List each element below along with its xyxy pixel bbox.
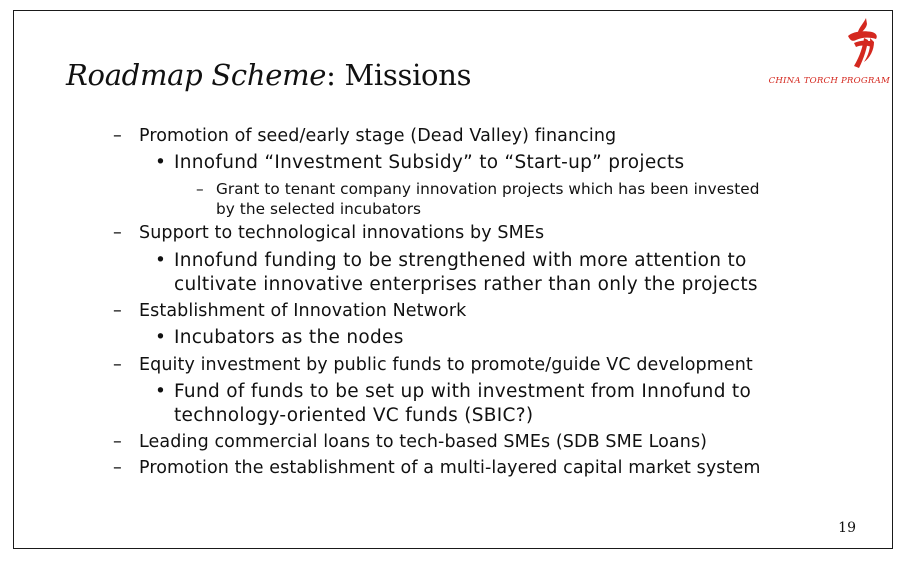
logo-text: CHINA TORCH PROGRAM: [768, 76, 890, 86]
page-number: 19: [838, 520, 856, 536]
list-item-text: Promotion the establishment of a multi-layered capital market system: [139, 458, 761, 478]
list-item: – Promotion of seed/early stage (Dead Valley) financing: [113, 126, 617, 146]
list-item-continuation: cultivate innovative enterprises rather than only the projects: [174, 274, 758, 295]
list-item-text: Innofund funding to be strengthened with more attention to: [174, 250, 747, 271]
list-item-continuation: by the selected incubators: [216, 200, 422, 218]
torch-icon: [836, 16, 886, 74]
list-item-text: Innofund “Investment Subsidy” to “Start-up” projects: [174, 152, 685, 173]
list-item: • Incubators as the nodes: [155, 327, 404, 348]
list-item-text: Promotion of seed/early stage (Dead Valley) financing: [139, 126, 617, 146]
list-item-text: Grant to tenant company innovation projects which has been invested: [216, 180, 760, 198]
title-rest: : Missions: [326, 58, 472, 92]
list-item: – Support to technological innovations by SMEs: [113, 223, 545, 243]
list-item: – Equity investment by public funds to promote/guide VC development: [113, 355, 753, 375]
list-item: • Fund of funds to be set up with investment from Innofund to: [155, 381, 752, 402]
list-item: • Innofund funding to be strengthened with more attention to: [155, 250, 747, 271]
list-item: – Grant to tenant company innovation projects which has been invested: [196, 180, 760, 198]
list-item: – Leading commercial loans to tech-based SMEs (SDB SME Loans): [113, 432, 708, 452]
list-item-text: Incubators as the nodes: [174, 327, 404, 348]
list-item-text: Leading commercial loans to tech-based SMEs (SDB SME Loans): [139, 432, 708, 452]
list-item-text: Fund of funds to be set up with investment from Innofund to: [174, 381, 752, 402]
list-item-continuation: technology-oriented VC funds (SBIC?): [174, 405, 534, 426]
list-item-text: Support to technological innovations by SMEs: [139, 223, 545, 243]
list-item: – Promotion the establishment of a multi-layered capital market system: [113, 458, 761, 478]
slide-title: [66, 58, 471, 92]
list-item: • Innofund “Investment Subsidy” to “Start-up” projects: [155, 152, 685, 173]
title-italic: Roadmap Scheme: [66, 58, 327, 92]
list-item: – Establishment of Innovation Network: [113, 301, 467, 321]
list-item-text: Equity investment by public funds to promote/guide VC development: [139, 355, 753, 375]
list-item-text: Establishment of Innovation Network: [139, 301, 467, 321]
